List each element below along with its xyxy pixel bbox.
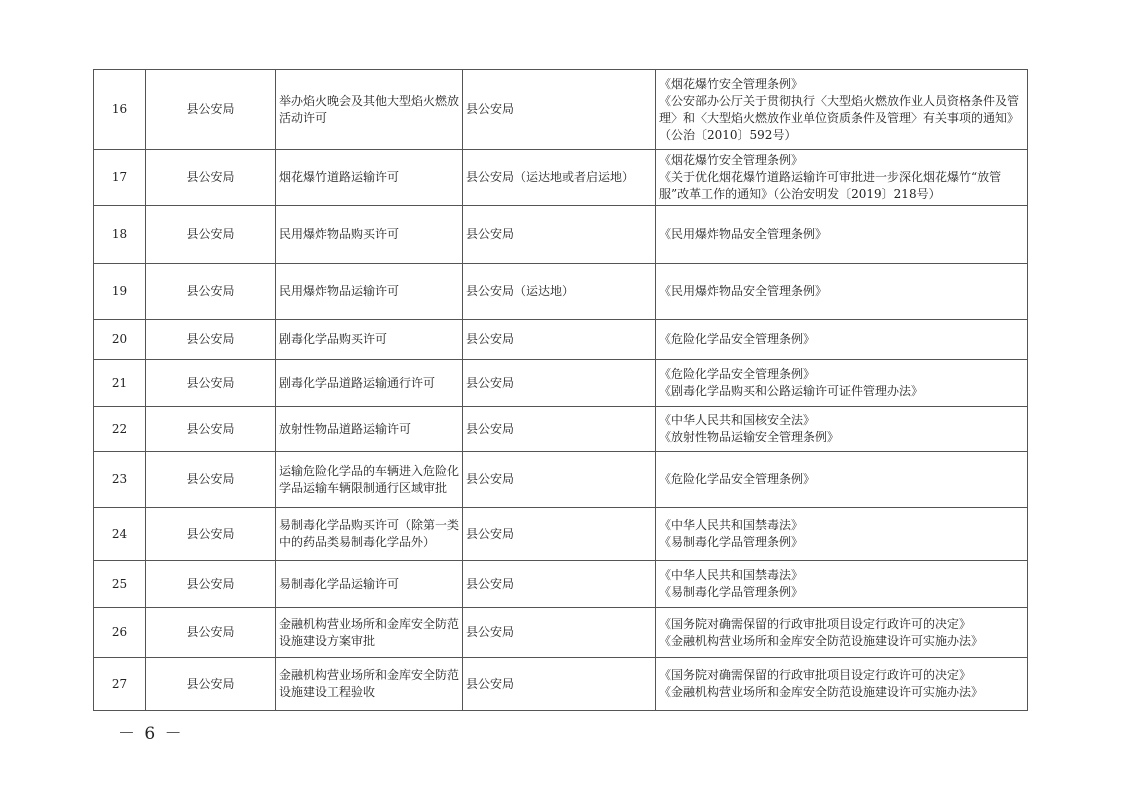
department-cell: 县公安局	[146, 608, 276, 658]
department-cell: 县公安局	[146, 206, 276, 264]
legal-basis-cell	[656, 452, 1028, 508]
implementing-org-cell: 县公安局（运达地）	[463, 264, 656, 320]
row-number-cell: 26	[94, 608, 146, 658]
legal-basis-line: 《放射性物品运输安全管理条例》	[659, 430, 840, 444]
legal-basis-line: 《烟花爆竹安全管理条例》	[659, 153, 804, 167]
implementing-org-cell: 县公安局	[463, 407, 656, 452]
department-cell: 县公安局	[146, 508, 276, 561]
row-number-cell: 18	[94, 206, 146, 264]
department-cell: 县公安局	[146, 452, 276, 508]
department-cell: 县公安局	[146, 70, 276, 150]
row-number-cell: 21	[94, 360, 146, 407]
permit-item-cell: 剧毒化学品道路运输通行许可	[276, 360, 463, 407]
row-number-cell: 20	[94, 320, 146, 360]
legal-basis-line: 《民用爆炸物品安全管理条例》	[659, 227, 828, 241]
implementing-org-cell: 县公安局	[463, 658, 656, 711]
permit-item-cell: 易制毒化学品购买许可（除第一类中的药品类易制毒化学品外）	[276, 508, 463, 561]
legal-basis-line: 《危险化学品安全管理条例》	[659, 367, 816, 381]
table-row	[94, 320, 1028, 360]
legal-basis-line: 《易制毒化学品管理条例》	[659, 585, 804, 599]
legal-basis-line: 《国务院对确需保留的行政审批项目设定行政许可的决定》	[659, 668, 972, 682]
legal-basis-line: 《易制毒化学品管理条例》	[659, 535, 804, 549]
implementing-org-cell: 县公安局	[463, 452, 656, 508]
implementing-org-cell: 县公安局（运达地或者启运地）	[463, 150, 656, 206]
legal-basis-line: 《剧毒化学品购买和公路运输许可证件管理办法》	[659, 384, 924, 398]
row-number-cell: 19	[94, 264, 146, 320]
implementing-org-cell: 县公安局	[463, 360, 656, 407]
legal-basis-line: 《中华人民共和国禁毒法》	[659, 518, 804, 532]
permit-item-cell: 运输危险化学品的车辆进入危险化学品运输车辆限制通行区域审批	[276, 452, 463, 508]
table-row	[94, 264, 1028, 320]
legal-basis-line: 《中华人民共和国核安全法》	[659, 413, 816, 427]
table-row	[94, 360, 1028, 407]
permit-item-cell: 剧毒化学品购买许可	[276, 320, 463, 360]
table-row	[94, 561, 1028, 608]
row-number-cell: 27	[94, 658, 146, 711]
legal-basis-line: 《公安部办公厅关于贯彻执行〈大型焰火燃放作业人员资格条件及管理〉和〈大型焰火燃放作业单位资质条件及管理〉有关事项的通知》（公治〔2010〕592号）	[659, 93, 1020, 142]
legal-basis-line: 《关于优化烟花爆竹道路运输许可审批进一步深化烟花爆竹“放管服”改革工作的通知》（公治安明发〔2019〕218号）	[659, 170, 1002, 201]
row-number-cell: 25	[94, 561, 146, 608]
legal-basis-cell	[656, 320, 1028, 360]
department-cell: 县公安局	[146, 320, 276, 360]
legal-basis-cell	[656, 407, 1028, 452]
row-number-cell: 17	[94, 150, 146, 206]
legal-basis-cell	[656, 508, 1028, 561]
department-cell: 县公安局	[146, 264, 276, 320]
permit-item-cell: 金融机构营业场所和金库安全防范设施建设工程验收	[276, 658, 463, 711]
legal-basis-line: 《危险化学品安全管理条例》	[659, 332, 816, 346]
permit-item-cell: 民用爆炸物品运输许可	[276, 264, 463, 320]
permit-item-cell: 放射性物品道路运输许可	[276, 407, 463, 452]
permit-item-cell: 举办焰火晚会及其他大型焰火燃放活动许可	[276, 70, 463, 150]
department-cell: 县公安局	[146, 150, 276, 206]
implementing-org-cell: 县公安局	[463, 508, 656, 561]
legal-basis-cell	[656, 264, 1028, 320]
implementing-org-cell: 县公安局	[463, 320, 656, 360]
row-number-cell: 16	[94, 70, 146, 150]
permit-item-cell: 易制毒化学品运输许可	[276, 561, 463, 608]
table-row	[94, 206, 1028, 264]
department-cell: 县公安局	[146, 407, 276, 452]
implementing-org-cell: 县公安局	[463, 206, 656, 264]
department-cell: 县公安局	[146, 360, 276, 407]
department-cell: 县公安局	[146, 658, 276, 711]
implementing-org-cell: 县公安局	[463, 70, 656, 150]
implementing-org-cell: 县公安局	[463, 561, 656, 608]
permit-item-cell: 烟花爆竹道路运输许可	[276, 150, 463, 206]
legal-basis-cell	[656, 360, 1028, 407]
legal-basis-line: 《国务院对确需保留的行政审批项目设定行政许可的决定》	[659, 616, 972, 631]
table-body	[94, 70, 1028, 711]
permit-item-cell: 金融机构营业场所和金库安全防范设施建设方案审批	[276, 608, 463, 658]
permit-table	[93, 69, 1028, 711]
department-cell: 县公安局	[146, 561, 276, 608]
legal-basis-cell	[656, 206, 1028, 264]
legal-basis-cell	[656, 561, 1028, 608]
permit-item-cell: 民用爆炸物品购买许可	[276, 206, 463, 264]
legal-basis-cell	[656, 150, 1028, 206]
legal-basis-line: 《中华人民共和国禁毒法》	[659, 568, 804, 582]
legal-basis-cell	[656, 658, 1028, 711]
table-row	[94, 608, 1028, 658]
legal-basis-line: 《危险化学品安全管理条例》	[659, 472, 816, 486]
table-row	[94, 70, 1028, 150]
legal-basis-cell	[656, 608, 1028, 658]
legal-basis-cell	[656, 70, 1028, 150]
row-number-cell: 22	[94, 407, 146, 452]
legal-basis-line: 《烟花爆竹安全管理条例》	[659, 76, 804, 91]
row-number-cell: 24	[94, 508, 146, 561]
table-row	[94, 452, 1028, 508]
legal-basis-line: 《民用爆炸物品安全管理条例》	[659, 284, 828, 298]
page-number: － 6 －	[118, 724, 184, 744]
table-row	[94, 508, 1028, 561]
row-number-cell: 23	[94, 452, 146, 508]
table-row	[94, 658, 1028, 711]
legal-basis-line: 《金融机构营业场所和金库安全防范设施建设许可实施办法》	[659, 685, 984, 699]
legal-basis-line: 《金融机构营业场所和金库安全防范设施建设许可实施办法》	[659, 633, 984, 648]
table-row	[94, 150, 1028, 206]
table-row	[94, 407, 1028, 452]
implementing-org-cell: 县公安局	[463, 608, 656, 658]
